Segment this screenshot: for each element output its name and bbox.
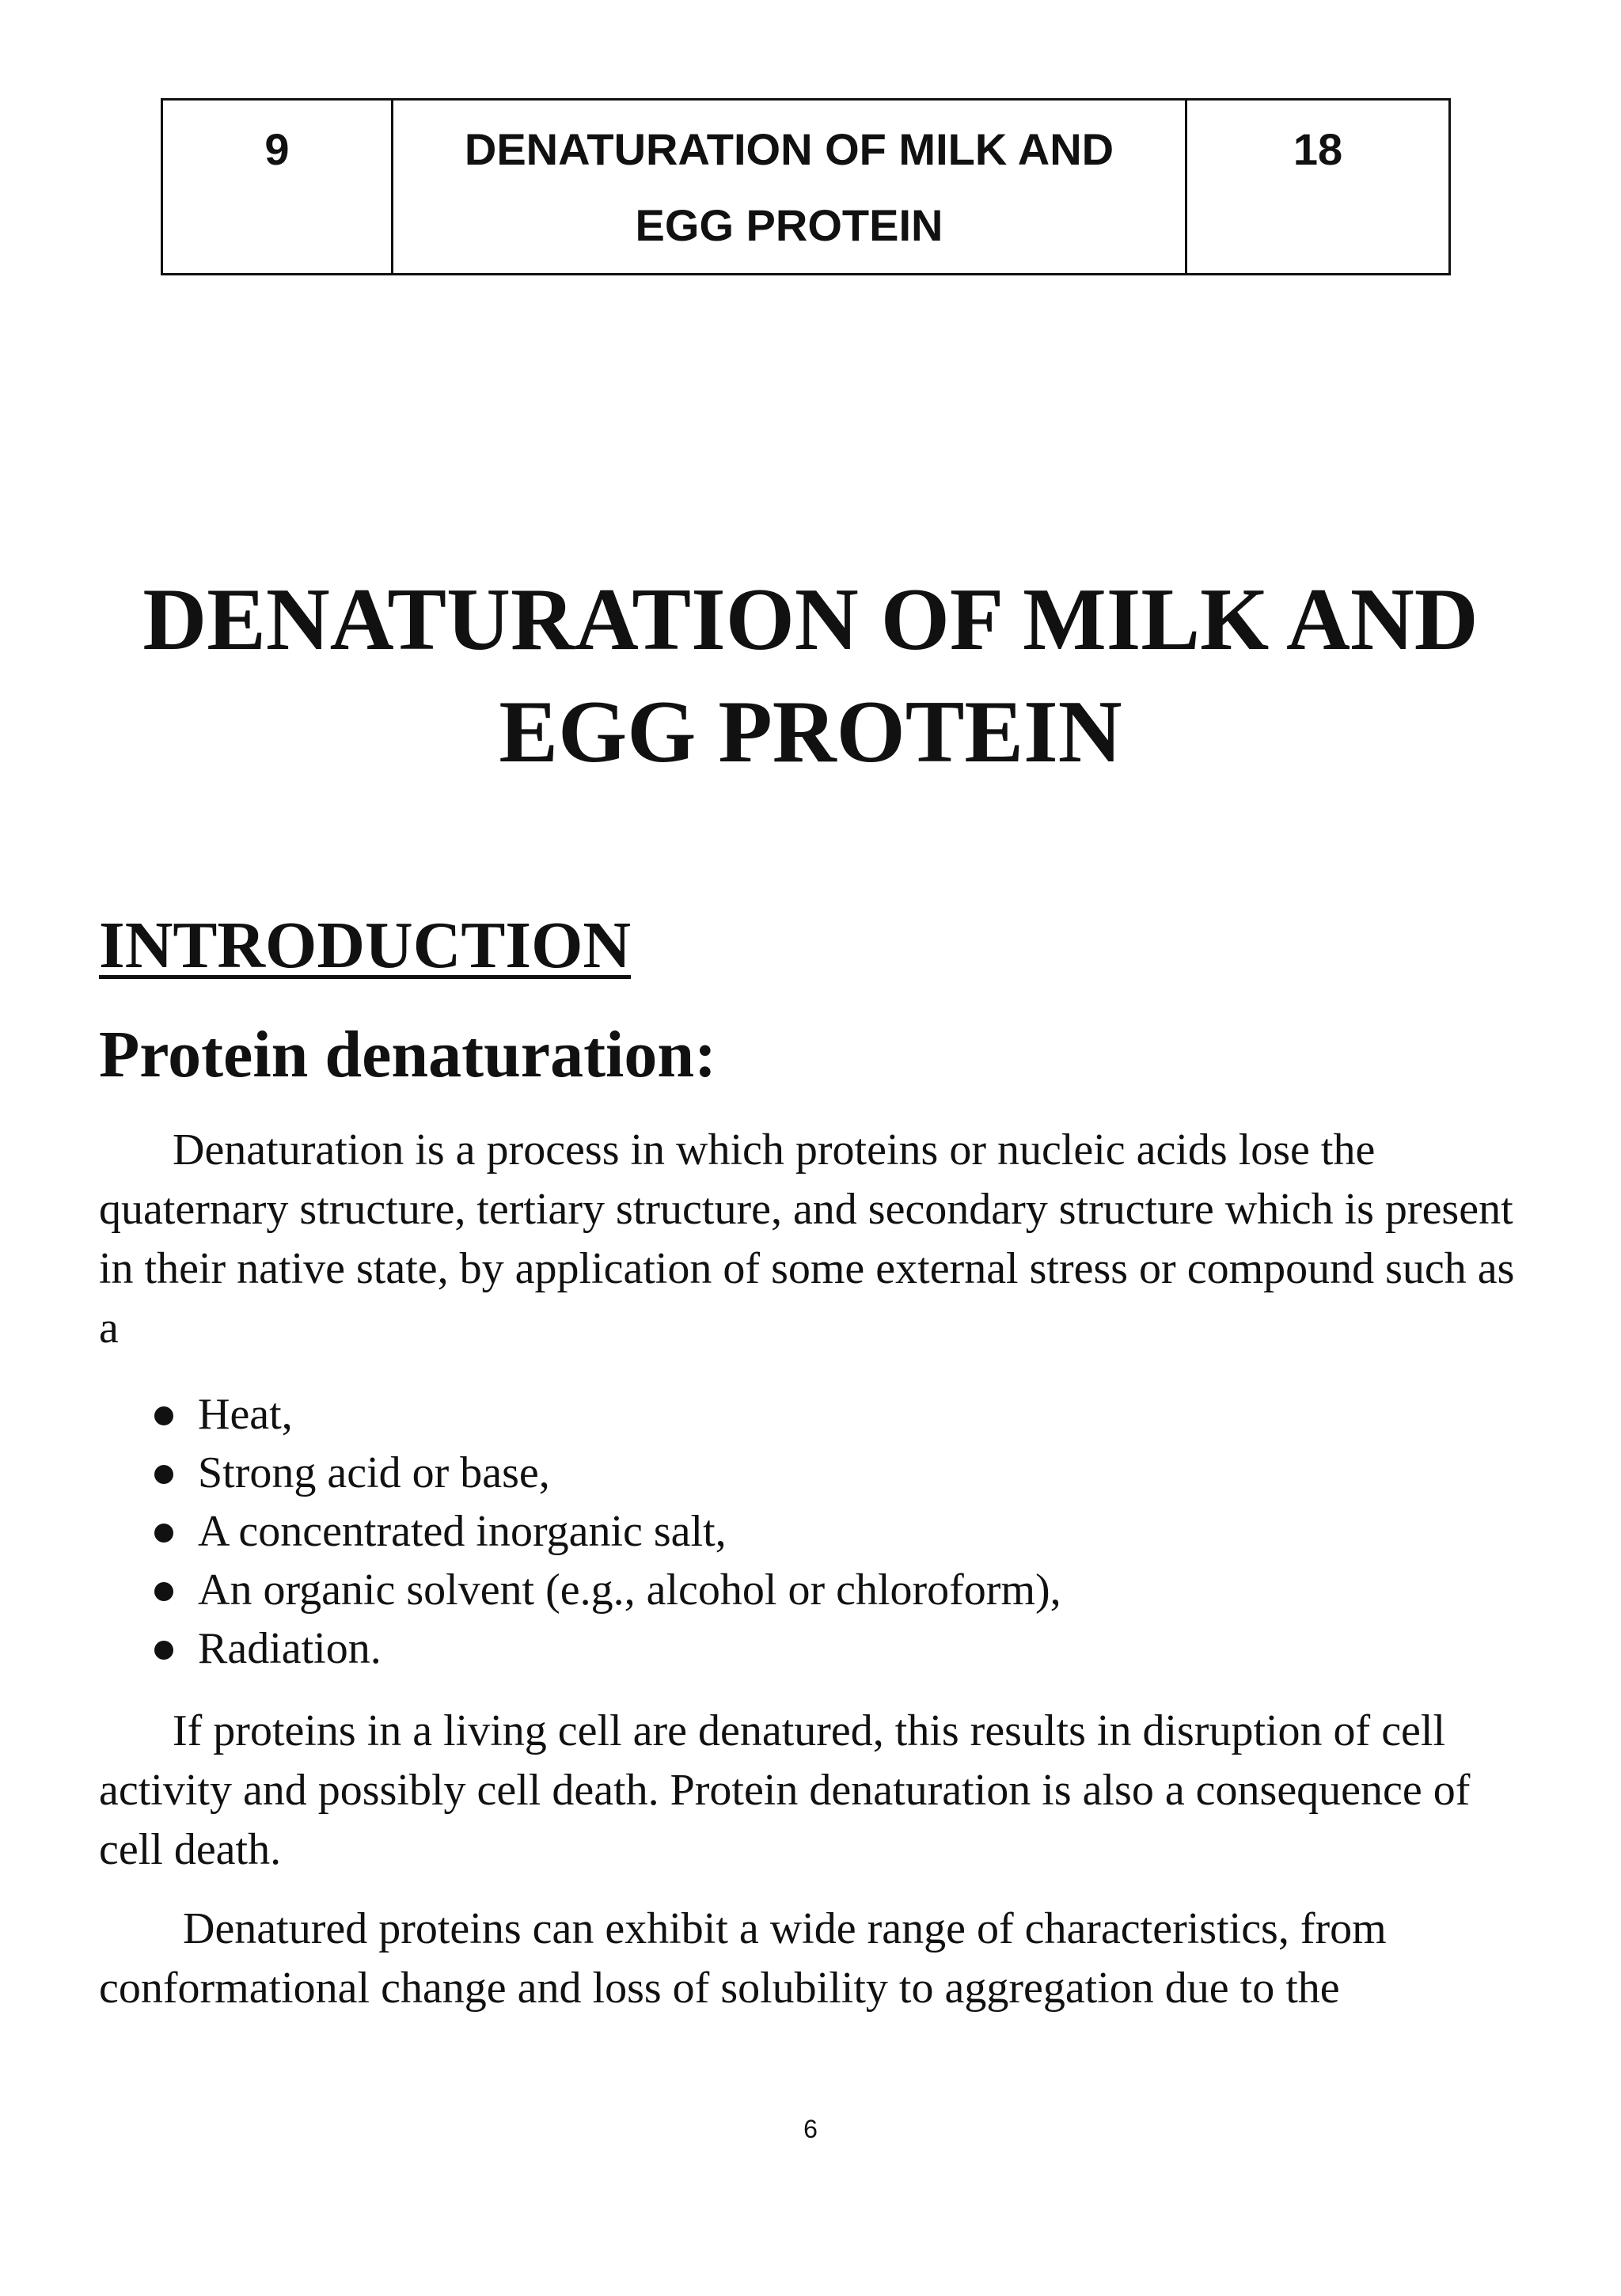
denaturant-list bbox=[99, 1385, 1061, 1678]
contents-table-row bbox=[161, 98, 1451, 275]
list-item bbox=[99, 1619, 1061, 1678]
list-item bbox=[99, 1444, 1061, 1502]
table-row bbox=[162, 100, 1450, 275]
paragraph-cell-effects: If proteins in a living cell are denatured, this results in disruption of cell activity and possibly cell death. Protein denaturation is also a consequence of cell death. bbox=[99, 1706, 1471, 1874]
bullet-icon bbox=[154, 1465, 173, 1484]
section-heading: INTRODUCTION bbox=[99, 909, 632, 982]
list-item-text: A concentrated inorganic salt, bbox=[198, 1507, 727, 1556]
bullet-icon bbox=[154, 1524, 173, 1543]
chapter-title-cell bbox=[393, 100, 1186, 275]
list-item-text: Radiation. bbox=[198, 1624, 382, 1673]
list-item-text: Strong acid or base, bbox=[198, 1448, 550, 1497]
chapter-title-line-2: EGG PROTEIN bbox=[635, 200, 943, 250]
paragraph-definition: Denaturation is a process in which proteins or nucleic acids lose the quaternary structure, tertiary structure, and secondary structure which is present in their native state, by application of some external stress or compound such as a bbox=[99, 1125, 1515, 1353]
chapter-title-line-1: DENATURATION OF MILK AND bbox=[464, 124, 1114, 174]
list-item-text: Heat, bbox=[198, 1390, 293, 1439]
bullet-icon bbox=[154, 1582, 173, 1601]
bullet-icon bbox=[154, 1406, 173, 1425]
subsection-heading: Protein denaturation: bbox=[99, 1018, 717, 1091]
page-title bbox=[0, 564, 1621, 788]
list-item bbox=[99, 1561, 1061, 1619]
chapter-number-cell: 9 bbox=[162, 100, 393, 275]
list-item bbox=[99, 1385, 1061, 1444]
page-number: 6 bbox=[803, 2115, 818, 2143]
page-title-line-2: EGG PROTEIN bbox=[499, 683, 1122, 781]
paragraph-characteristics: Denatured proteins can exhibit a wide range of characteristics, from conformational change and loss of solubility to aggregation due to the bbox=[99, 1904, 1387, 2013]
page-title-line-1: DENATURATION OF MILK AND bbox=[142, 571, 1479, 669]
list-item-text: An organic solvent (e.g., alcohol or chloroform), bbox=[198, 1565, 1061, 1615]
bullet-icon bbox=[154, 1641, 173, 1660]
list-item bbox=[99, 1502, 1061, 1561]
chapter-page-cell: 18 bbox=[1186, 100, 1450, 275]
